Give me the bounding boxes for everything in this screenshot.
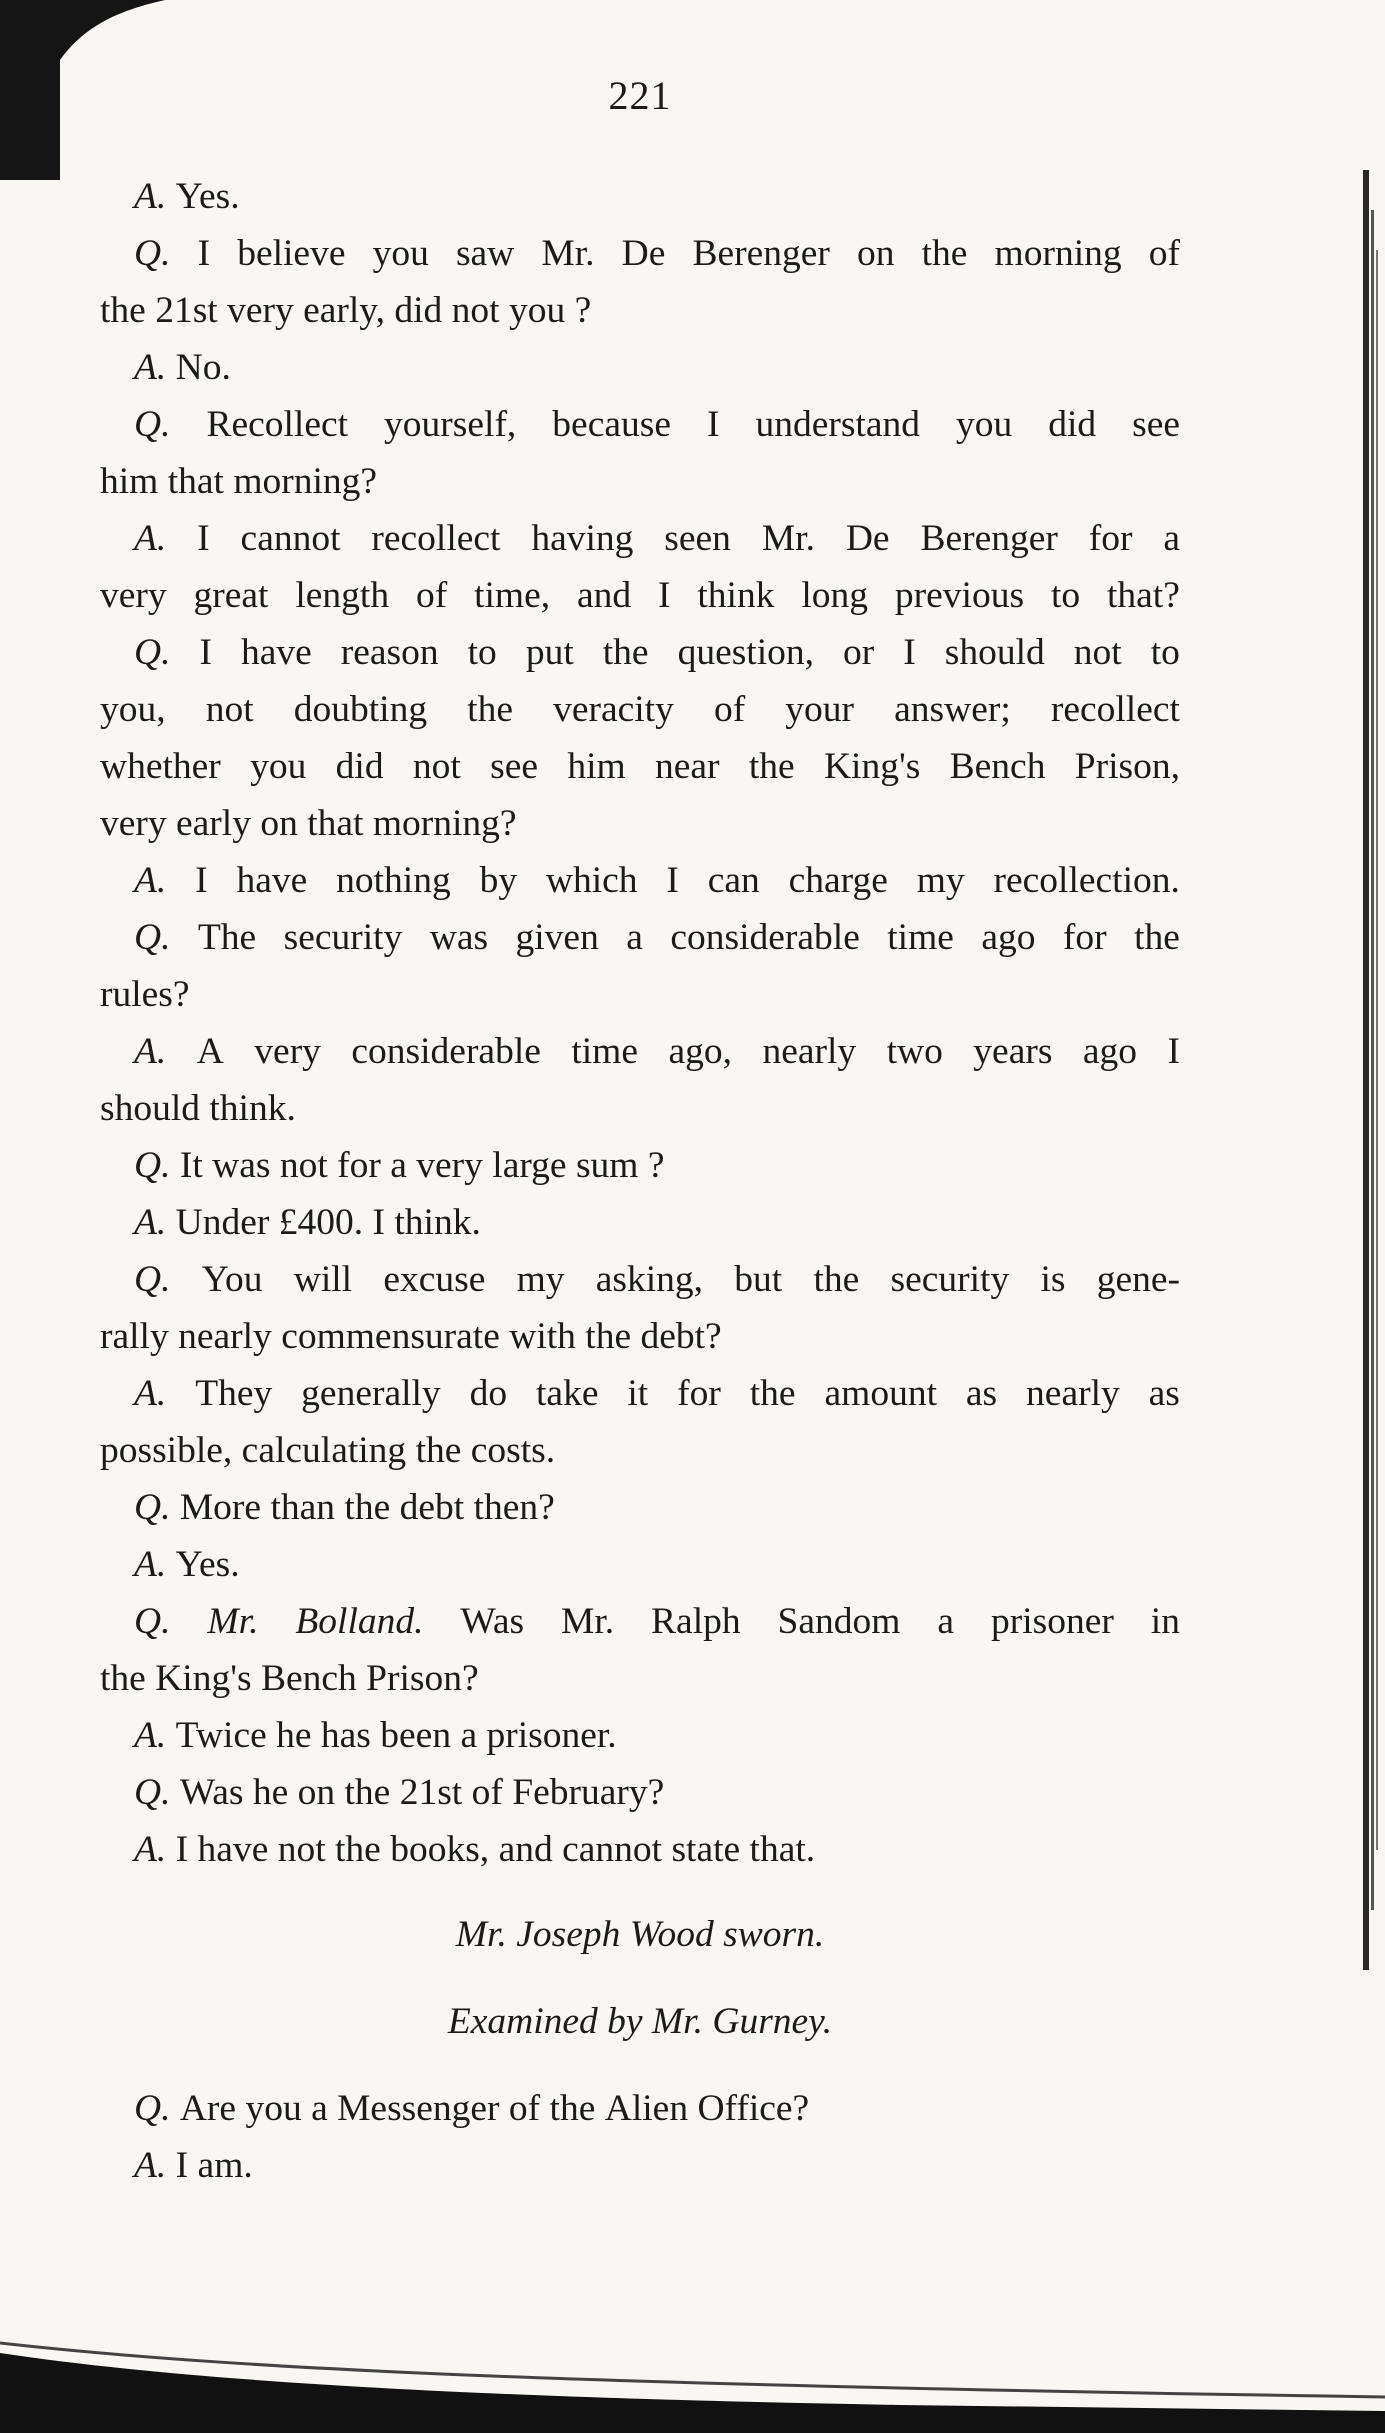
word: I [197,518,210,559]
word: you [245,2088,312,2129]
word: a [390,1145,417,1186]
word: believe [237,233,346,274]
word: have [197,1829,278,1870]
word: very [227,290,304,331]
word: More [179,1487,271,1528]
word: should [100,1088,210,1129]
text-line [100,396,1180,453]
word: he [252,1772,298,1813]
word: not [277,1829,336,1870]
word: nearly [1026,1373,1120,1414]
word: morning? [372,803,517,844]
word: security [890,1259,1010,1300]
word: he [276,1715,321,1756]
text-line [100,1080,1180,1137]
word: Q. [134,1601,171,1642]
word: Q. [134,917,171,958]
word: cannot [240,518,341,559]
word: seen [664,518,731,559]
witness-heading: Mr. Joseph Wood sworn. [455,1914,825,1955]
word: A. [134,1829,176,1870]
word: books, [390,1829,499,1870]
word: Recollect [206,404,349,445]
word: A. [134,2145,176,2186]
text-line [100,738,1180,795]
word: not [279,1145,338,1186]
word: a [937,1601,955,1642]
word: Yes. [175,176,240,217]
word: the [344,1487,400,1528]
word: that [167,461,234,502]
word: I [1167,1031,1180,1072]
word: reason [340,632,439,673]
word: time [887,917,954,958]
word: De [621,233,666,274]
page-number: 221 [608,73,672,118]
word: costs. [470,1430,556,1471]
word: £400. [278,1202,373,1243]
word: I [195,860,208,901]
word: the [467,689,513,730]
word: Twice [175,1715,277,1756]
word: to [1150,632,1180,673]
word: A. [134,347,176,388]
word: or [843,632,875,673]
word: understand [755,404,920,445]
word: A. [134,1202,176,1243]
word: Was [460,1601,525,1642]
word: Messenger [337,2088,509,2129]
word: the [415,1430,471,1471]
word: Yes. [175,1544,240,1585]
word: Under [175,1202,279,1243]
word: whether [100,746,221,787]
word: I [666,860,679,901]
word: not [1073,632,1122,673]
word: see [1132,404,1180,445]
word: calculating [241,1430,416,1471]
word: Q. [134,632,171,673]
word: years [973,1031,1053,1072]
word: yourself, [384,404,517,445]
word: charge [788,860,888,901]
word: rally [100,1316,179,1357]
word: not [451,290,509,331]
word: on [857,233,895,274]
word: for [1062,917,1107,958]
word: amount [824,1373,937,1414]
word: A. [134,1031,167,1072]
word: him [567,746,626,787]
text-line [100,624,1180,681]
word: ago [981,917,1036,958]
word: prisoner. [486,1715,617,1756]
text-line [100,1650,1180,1707]
word: by [479,860,518,901]
word: the [602,632,649,673]
word: I [372,1202,395,1243]
text-line [100,510,1180,567]
word: 21st [155,290,228,331]
word: my [916,860,965,901]
word: that. [749,1829,816,1870]
word: veracity [553,689,674,730]
word: think [697,575,775,616]
word: security [283,917,403,958]
word: generally [301,1373,441,1414]
text-line [100,1137,1180,1194]
word: A. [134,518,167,559]
word: I [197,233,211,274]
body-text [100,168,1180,2194]
word: you [955,404,1013,445]
word: Q. [134,1259,171,1300]
examination-heading: Examined by Mr. Gurney. [447,2001,833,2042]
word: then? [473,1487,555,1528]
word: large [492,1145,576,1186]
word: Mr. [761,518,815,559]
word: which [545,860,638,901]
word: can [707,860,760,901]
word: A. [134,1373,167,1414]
word: They [195,1373,273,1414]
word: long [801,575,869,616]
word: debt? [640,1316,722,1357]
text-line [100,567,1180,624]
word: doubting [293,689,428,730]
word: did [335,746,384,787]
word: did [394,290,452,331]
word: It [179,1145,213,1186]
word: De [845,518,890,559]
word: near [654,746,720,787]
word: Berenger [692,233,830,274]
word: for [1088,518,1133,559]
word: in [1150,1601,1180,1642]
word: the [100,290,156,331]
word: to [467,632,497,673]
word: time, [474,575,551,616]
word: think. [394,1202,481,1243]
word: ? [574,290,592,331]
word: and [576,575,632,616]
word: not [205,689,254,730]
word: the [335,1829,391,1870]
text-line [100,1593,1180,1650]
word: I [175,1829,198,1870]
word: a [460,1715,487,1756]
word: of [1148,233,1180,274]
text-line [100,1251,1180,1308]
word: early, [303,290,395,331]
word: question, [677,632,815,673]
word: put [525,632,574,673]
word: Q. [134,1145,180,1186]
word: Q. [134,233,171,274]
word: Bolland. [295,1601,424,1642]
word: I [903,632,916,673]
word: having [531,518,634,559]
text-line [100,852,1180,909]
word: is [1040,1259,1066,1300]
word: Mr. [207,1601,259,1642]
word: time [571,1031,638,1072]
word: two [886,1031,943,1072]
word: ago [1082,1031,1138,1072]
text-line [100,1764,1180,1821]
word: excuse [383,1259,486,1300]
text-line [100,2137,1180,2194]
word: ago, [668,1031,732,1072]
word: rules? [100,974,190,1015]
word: Ralph [651,1601,741,1642]
word: for [677,1373,721,1414]
word: ? [647,1145,665,1186]
word: the [813,1259,860,1300]
word: Sandom [777,1601,901,1642]
word: to [1050,575,1081,616]
word: King's [823,746,921,787]
page-right-edge [1355,170,1385,1970]
text-line [100,1308,1180,1365]
word: that? [1106,575,1180,616]
word: asking, [595,1259,704,1300]
word: prisoner [990,1601,1114,1642]
text-line [100,795,1180,852]
word: Prison? [366,1658,479,1699]
word: have [240,632,312,673]
word: length [295,575,390,616]
word: and [498,1829,563,1870]
word: think. [209,1088,296,1129]
word: a [626,917,643,958]
word: February? [512,1772,665,1813]
text-line [100,225,1180,282]
word: early [176,803,261,844]
word: of [713,689,746,730]
word: him [100,461,168,502]
word: Are [179,2088,246,2129]
text-line [100,1422,1180,1479]
word: the [921,233,968,274]
word: cannot [562,1829,672,1870]
word: take [536,1373,599,1414]
word: A. [134,1715,176,1756]
word: the [585,1316,641,1357]
word: Q. [134,1772,180,1813]
word: my [516,1259,565,1300]
word: morning? [233,461,378,502]
word: because [552,404,671,445]
word: You [201,1259,263,1300]
word: a [1163,518,1180,559]
word: Bench [260,1658,367,1699]
text-line [100,681,1180,738]
word: Alien [604,2088,698,2129]
text-line [100,1707,1180,1764]
word: but [734,1259,783,1300]
word: that [307,803,373,844]
word: was [429,917,489,958]
word: previous [894,575,1025,616]
word: considerable [351,1031,541,1072]
word: the [100,1658,156,1699]
text-line [100,339,1180,396]
word: A. [134,176,176,217]
word: Mr. [560,1601,615,1642]
text-line [100,453,1180,510]
word: of [471,1772,513,1813]
word: see [490,746,539,787]
word: debt [399,1487,474,1528]
word: of [508,2088,550,2129]
word: great [193,575,269,616]
word: as [1148,1373,1180,1414]
word: the [1134,917,1180,958]
word: for [337,1145,391,1186]
word: I [175,2145,198,2186]
word: not [412,746,461,787]
word: answer; [894,689,1011,730]
text-line [100,966,1180,1023]
word: gene- [1096,1259,1180,1300]
text-line [100,1023,1180,1080]
word: recollect [371,518,501,559]
word: your [785,689,855,730]
word: do [469,1373,508,1414]
word: did [1048,404,1097,445]
word: has [320,1715,381,1756]
word: considerable [670,917,860,958]
word: very [100,575,167,616]
word: you, [100,689,166,730]
word: No. [175,347,231,388]
word: of [415,575,448,616]
word: saw [455,233,515,274]
text-line [100,168,1180,225]
word: nearly [762,1031,857,1072]
word: on [297,1772,345,1813]
word: the [549,2088,605,2129]
word: the [749,1373,796,1414]
word: am. [197,2145,253,2186]
word: A [196,1031,224,1072]
text-line [100,2080,1180,2137]
word: recollect [1050,689,1180,730]
word: recollection. [993,860,1180,901]
word: given [515,917,599,958]
word: a [311,2088,338,2129]
text-line [100,1194,1180,1251]
word: very [416,1145,493,1186]
word: Prison, [1074,746,1180,787]
page-bottom-edge [0,2323,1385,2433]
word: Was [179,1772,253,1813]
word: Berenger [920,518,1058,559]
word: I [199,632,212,673]
word: nothing [336,860,451,901]
word: King's [155,1658,261,1699]
word: with [509,1316,586,1357]
text-line [100,1821,1180,1878]
word: been [380,1715,461,1756]
word: you [508,290,575,331]
word: have [236,860,308,901]
word: 21st [399,1772,472,1813]
text-line [100,1365,1180,1422]
word: it [627,1373,649,1414]
word: on [260,803,308,844]
word: commensurate [281,1316,510,1357]
word: the [344,1772,400,1813]
word: nearly [178,1316,282,1357]
word: Office? [697,2088,810,2129]
word: morning [994,233,1122,274]
word: A. [134,1544,176,1585]
word: Q. [134,1487,180,1528]
word: will [293,1259,353,1300]
word: Bench [949,746,1046,787]
word: A. [134,860,167,901]
word: Q. [134,2088,180,2129]
text-line [100,909,1180,966]
word: you [372,233,429,274]
word: should [944,632,1045,673]
word: Mr. [541,233,595,274]
word: state [671,1829,750,1870]
text-line [100,1479,1180,1536]
word: I [706,404,720,445]
word: was [212,1145,280,1186]
word: very [254,1031,321,1072]
word: Q. [134,404,171,445]
word: you [250,746,307,787]
word: very [100,803,177,844]
word: the [748,746,795,787]
word: than [270,1487,345,1528]
word: I [658,575,671,616]
word: as [965,1373,998,1414]
text-line [100,282,1180,339]
text-line [100,1536,1180,1593]
word: sum [575,1145,648,1186]
word: possible, [100,1430,242,1471]
word: The [197,917,257,958]
